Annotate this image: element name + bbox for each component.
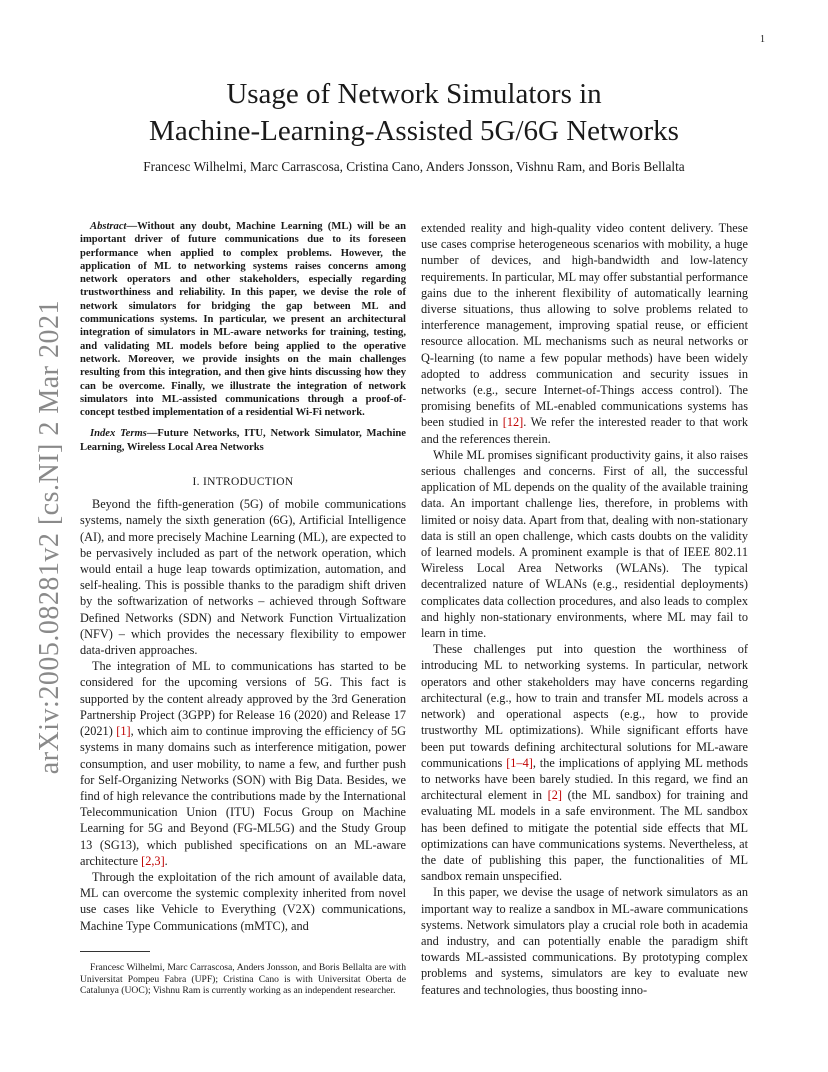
- author-affiliation-footnote: Francesc Wilhelmi, Marc Carrascosa, Anders Jonsson, and Boris Bellalta are with Universitat Pompeu Fabra (UPF); Cristina Cano is with Universitat Oberta de Catalunya (UOC); Vishnu Ram is currently working as an independent researcher.: [80, 962, 406, 997]
- paper-title-line-1: Usage of Network Simulators in: [226, 78, 602, 110]
- left-column: [80, 220, 406, 934]
- abstract-text: —Without any doubt, Machine Learning (ML) will be an important driver of future communications due to its foreseen performance when applied to complex problems. However, the application of ML to networking systems raises concerns among network operators and other stakeholders, especially regarding trustworthiness and reliability. In this paper, we devise the role of network simulators for bridging the gap between ML and communications systems. In particular, we present an architectural integration of simulators in ML-aware networks for training, testing, and validating ML models before being applied to the operative network. Moreover, we provide insights on the main challenges resulting from this integration, and then give hints discussing how they can be overcome. Finally, we illustrate the integration of network simulators into ML-assisted communications through a proof-of-concept testbed implementation of a residential Wi-Fi network.: [80, 221, 406, 419]
- paper-title-line-2: Machine-Learning-Assisted 5G/6G Networks: [149, 115, 679, 147]
- index-terms-text: —Future Networks, ITU, Network Simulator, Machine Learning, Wireless Local Area Networks: [80, 428, 406, 453]
- intro-paragraph-2-text-c: .: [164, 853, 168, 868]
- citation-link[interactable]: [2]: [547, 788, 562, 803]
- intro-paragraph-1: Beyond the fifth-generation (5G) of mobile communications systems, namely the sixth generation (6G), Artificial Intelligence (AI), and more precisely Machine Learning (ML), are expected to be pervasively included as part of the network operation, which would entail a huge leap towards optimization, automation, and self-healing. This is possible thanks to the paradigm shift driven by the softwarization of networks – achieved through Software Defined Networks (SDN) and Network Function Virtualization (NFV) – which provides the necessary flexibility to empower data-driven approaches.: [80, 497, 406, 658]
- citation-link[interactable]: [1]: [116, 724, 131, 739]
- intro-paragraph-4: While ML promises significant productivity gains, it also raises serious challenges and concerns. First of all, the successful application of ML depends on the quality of the available training data. An important challenge lies, therefore, in problems with limited or noisy data. Apart from that, dealing with non-stationary data is still an open challenge, which casts doubts on the validity of learned models. A prominent example is that of IEEE 802.11 Wireless Local Area Networks (WLANs). The typical decentralized nature of WLANs (e.g., residential deployments) complicates data collection procedures, and also leads to complex and highly non-stationary environments, where ML may fail to learn in time.: [421, 447, 748, 641]
- citation-link[interactable]: [1–4]: [506, 755, 533, 770]
- intro-paragraph-3-continued: [421, 220, 748, 447]
- arxiv-identifier-watermark: arXiv:2005.08281v2 [cs.NI] 2 Mar 2021: [34, 300, 65, 775]
- intro-paragraph-5: [421, 641, 748, 884]
- intro-paragraph-5-text-b: , the implications of applying ML methods to networks have been barely studied. In this regard, we find an architectural element in: [421, 755, 749, 803]
- page-number: 1: [760, 34, 765, 45]
- intro-paragraph-2: [80, 658, 406, 869]
- index-terms: [80, 427, 406, 454]
- intro-paragraph-3: Through the exploitation of the rich amount of available data, ML can overcome the systemic complexity inherited from novel use cases like Vehicle to Everything (V2X) communications, Machine Type Communications (mMTC), and: [80, 869, 406, 933]
- intro-paragraph-5-text-c: (the ML sandbox) for training and evaluating ML models in a safe environment. The ML sandbox has been defined to mitigate the potential side effects that ML optimizations can have communications systems. Nevertheless, at the date of publishing this paper, the functionalities of ML sandbox remain unspecified.: [421, 788, 748, 884]
- citation-link[interactable]: [12]: [502, 415, 524, 430]
- footnote-divider: [80, 951, 150, 952]
- citation-link[interactable]: [2,3]: [141, 853, 165, 868]
- intro-paragraph-5-text-a: These challenges put into question the worthiness of introducing ML to networking systems. In particular, network operators and other stakeholders may have concerns regarding architectural (e.g., how to train and transfer ML models across a network) and operational aspects (e.g., how to provide trustworthy ML optimizations). While significant efforts have been put towards defining architectural solutions for ML-aware communications: [421, 642, 748, 770]
- paper-title: [0, 76, 828, 150]
- section-heading-introduction: I. INTRODUCTION: [192, 476, 294, 489]
- right-column: [421, 220, 748, 998]
- intro-paragraph-2-text-a: The integration of ML to communications has started to be considered for the upcoming versions of 5G. This fact is supported by the content already approved by the 3rd Generation Partnership Project (3GPP) for Release 16 (2020) and Release 17 (2021): [80, 659, 406, 739]
- abstract: [80, 220, 406, 419]
- intro-paragraph-3-continued-text-b: . We refer the interested reader to that work and the references therein.: [421, 415, 748, 446]
- index-terms-lead: Index Terms: [90, 428, 147, 440]
- abstract-lead: Abstract: [90, 221, 127, 232]
- intro-paragraph-3-continued-text-a: extended reality and high-quality video content delivery. These use cases comprise heterogeneous scenarios with mobility, a huge number of devices, and high-bandwidth and low-latency requirements. In particular, ML may offer substantial performance gains due to the inherent flexibility of automatically learning diverse situations, thus allowing to solve problems related to interference management, improving spatial reuse, or efficient resource allocation. ML mechanisms such as neural networks or Q-learning (to name a few popular methods) have been widely adopted to address communication and security issues in networks (e.g., secure Internet-of-Things access control). The promising benefits of ML-enabled communications systems has been studied in: [421, 221, 748, 430]
- intro-paragraph-2-text-b: , which aim to continue improving the efficiency of 5G systems in many domains such as interference mitigation, power consumption, and user mobility, to name a few, and further push for Self-Organizing Networks (SON) with Big Data. Besides, we find of high relevance the contributions made by the International Telecommunication Union (ITU) Focus Group on Machine Learning for 5G and Beyond (FG-ML5G) and the Study Group 13 (SG13), which published specifications on an ML-aware architecture: [80, 724, 406, 868]
- intro-paragraph-6: In this paper, we devise the usage of network simulators as an important way to realize a sandbox in ML-aware communications systems. Network simulators play a crucial role both in academia and industry, and can potentially enable the paradigm shift towards ML-assisted communications. By prototyping complex problems and systems, simulators are key to evaluate new features and technologies, thus boosting inno-: [421, 885, 748, 997]
- author-list: Francesc Wilhelmi, Marc Carrascosa, Cristina Cano, Anders Jonsson, Vishnu Ram, and Boris Bellalta: [143, 159, 685, 174]
